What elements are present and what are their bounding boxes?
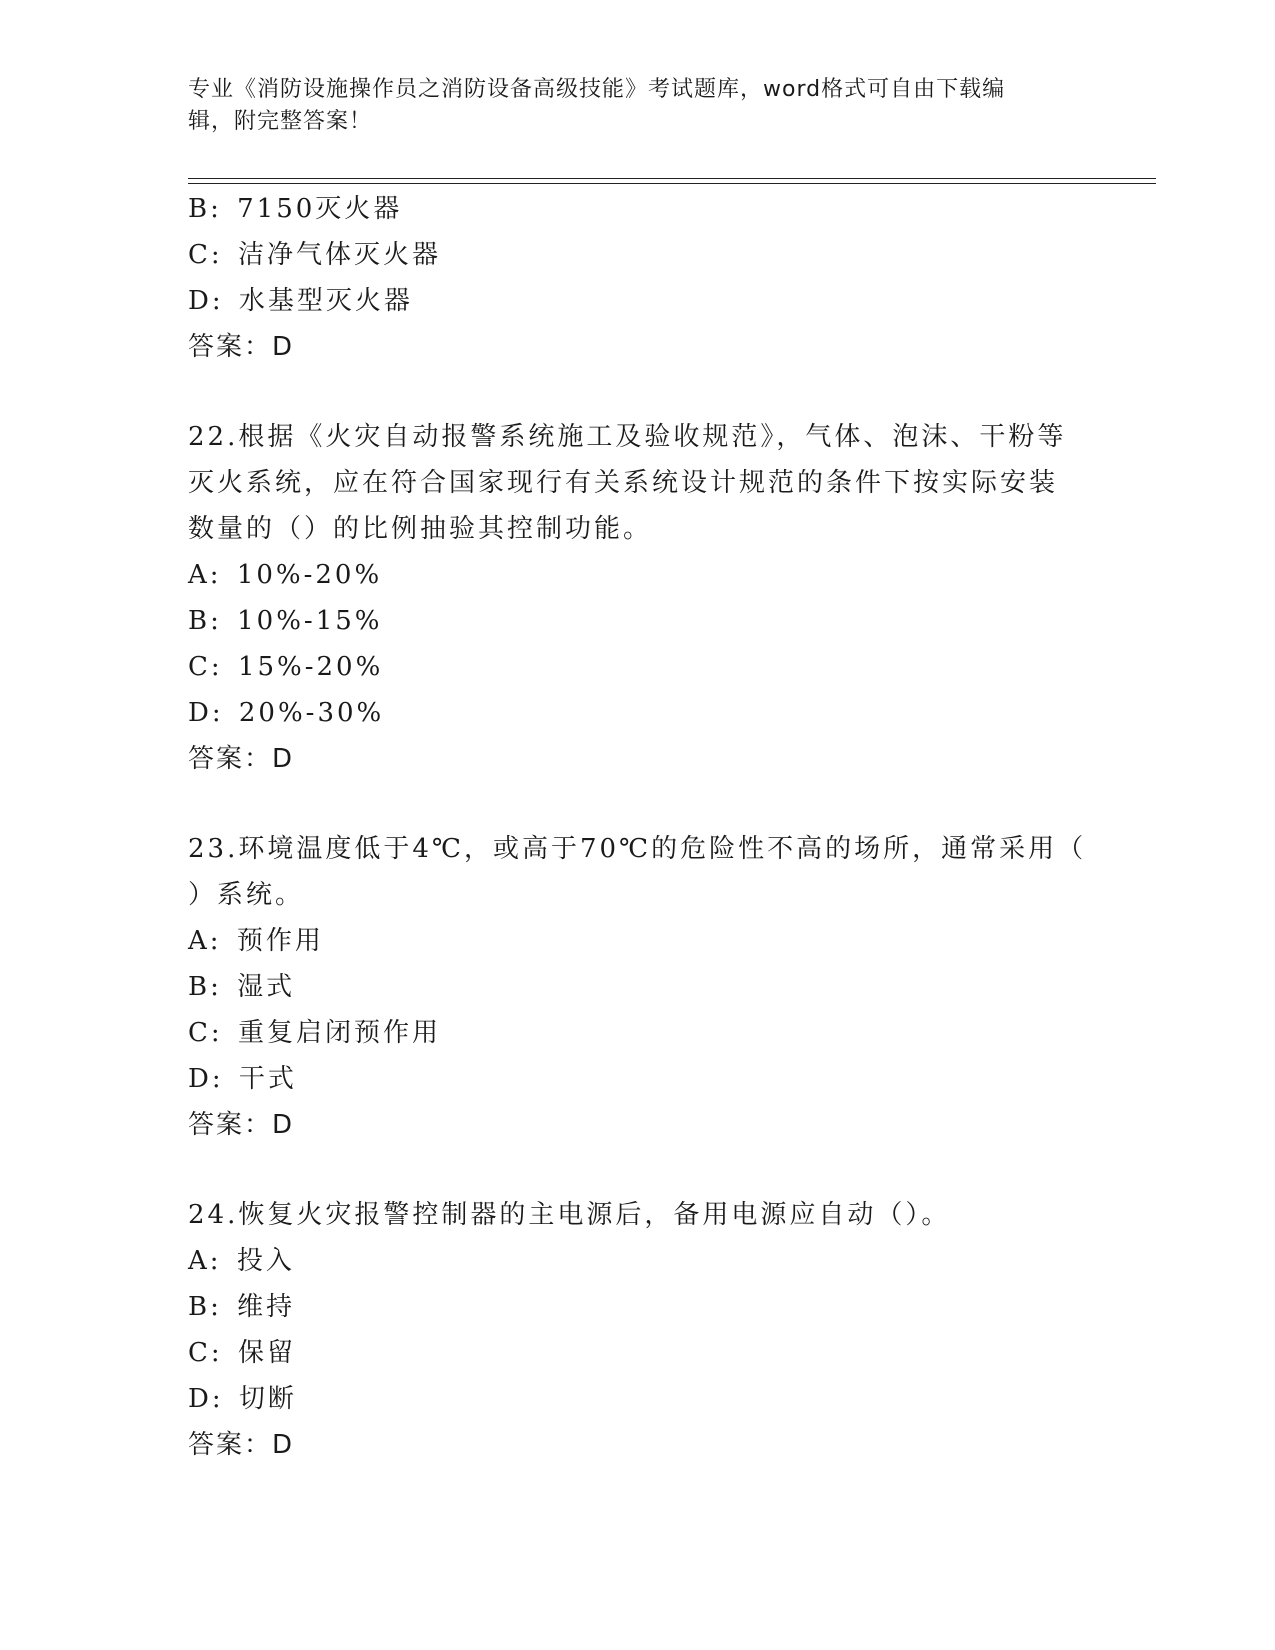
question-23 bbox=[188, 826, 1088, 1148]
option-b: B: 7150灭火器 bbox=[188, 194, 403, 224]
stem-line: 23.环境温度低于4℃，或高于70℃的危险性不高的场所，通常采用（ bbox=[188, 834, 1087, 864]
header-line-2: 辑，附完整答案！ bbox=[188, 109, 373, 134]
option-b: B: 10%-15% bbox=[188, 606, 383, 636]
header-rule-bottom bbox=[188, 183, 1156, 184]
question-24 bbox=[188, 1192, 1088, 1468]
option-a: A: 预作用 bbox=[188, 926, 324, 956]
stem-line: ）系统。 bbox=[188, 880, 305, 910]
answer-line: 答案：D bbox=[188, 1110, 295, 1140]
option-d: D: 水基型灭火器 bbox=[188, 286, 413, 316]
option-c: C: 重复启闭预作用 bbox=[188, 1018, 441, 1048]
prev-question bbox=[188, 186, 1088, 370]
option-a: A: 10%-20% bbox=[188, 560, 383, 590]
answer-line: 答案：D bbox=[188, 1430, 295, 1460]
header-line-1: 专业《消防设施操作员之消防设备高级技能》考试题库，word格式可自由下载编 bbox=[188, 77, 1006, 102]
option-d: D: 20%-30% bbox=[188, 698, 385, 728]
header-rule-top bbox=[188, 178, 1156, 179]
option-d: D: 切断 bbox=[188, 1384, 297, 1414]
question-22 bbox=[188, 414, 1088, 782]
option-c: C: 15%-20% bbox=[188, 652, 384, 682]
stem-line: 24.恢复火灾报警控制器的主电源后，备用电源应自动（）。 bbox=[188, 1200, 951, 1230]
answer-line: 答案：D bbox=[188, 332, 295, 362]
question-stem bbox=[188, 414, 1088, 552]
stem-line: 灭火系统，应在符合国家现行有关系统设计规范的条件下按实际安装 bbox=[188, 468, 1059, 498]
answer-line: 答案：D bbox=[188, 744, 295, 774]
question-stem bbox=[188, 826, 1088, 918]
option-d: D: 干式 bbox=[188, 1064, 297, 1094]
option-b: B: 维持 bbox=[188, 1292, 296, 1322]
option-a: A: 投入 bbox=[188, 1246, 295, 1276]
stem-line: 数量的（）的比例抽验其控制功能。 bbox=[188, 514, 653, 544]
document-body bbox=[188, 186, 1088, 1468]
option-c: C: 保留 bbox=[188, 1338, 296, 1368]
stem-line: 22.根据《火灾自动报警系统施工及验收规范》，气体、泡沫、干粉等 bbox=[188, 422, 1067, 452]
page-header bbox=[188, 74, 1068, 138]
option-b: B: 湿式 bbox=[188, 972, 296, 1002]
option-c: C: 洁净气体灭火器 bbox=[188, 240, 441, 270]
question-stem bbox=[188, 1192, 1088, 1238]
